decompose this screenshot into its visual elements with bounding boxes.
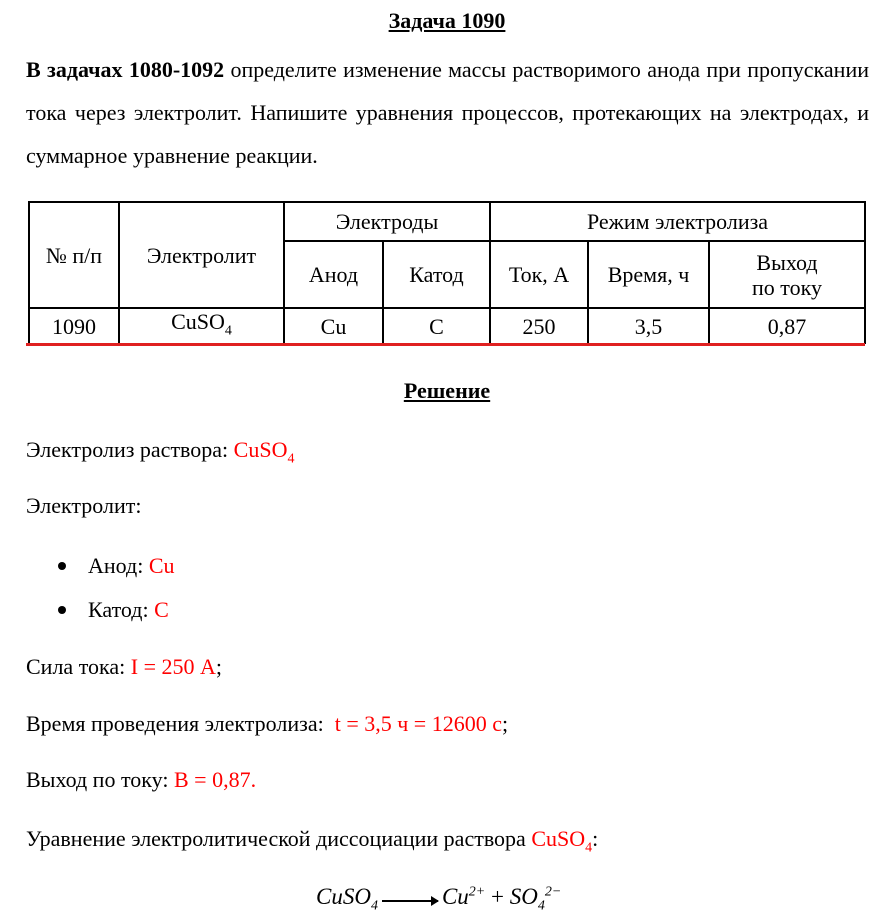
problem-table (28, 201, 866, 344)
cell-electrolyte-sub: 4 (224, 323, 232, 339)
eq-product2-sub: 4 (537, 898, 545, 914)
problem-text: определите изменение массы растворимого анода при пропускании тока через электролит. Напишите уравнения процессов, протекающих на электродах, и суммарное уравнение реакции. (26, 57, 870, 168)
cell-cathode: C (383, 308, 490, 344)
electrolysis-label: Электролиз раствора: (26, 437, 234, 462)
bullet-icon (58, 562, 66, 570)
time-end: ; (501, 711, 509, 736)
header-anode: Анод (284, 241, 383, 308)
current-end: ; (215, 654, 222, 679)
cell-num: 1090 (29, 308, 119, 344)
dissociation-label: Уравнение электролитической диссоциации раствора (26, 826, 532, 851)
problem-title: Задача 1090 (388, 8, 506, 33)
header-current: Ток, А (490, 241, 588, 308)
dissociation-equation (316, 884, 561, 915)
header-electrodes: Электроды (284, 202, 490, 241)
current-label: Сила тока: (26, 654, 131, 679)
cell-electrolyte-formula: CuSO (171, 309, 225, 335)
cell-current: 250 (490, 308, 588, 344)
reaction-arrow-icon (382, 900, 438, 902)
dissociation-value: CuSO$_4$ (531, 826, 593, 856)
electrolyte-label: Электролит: (26, 493, 142, 518)
problem-range: В задачах 1080-1092 (26, 57, 225, 82)
header-num: № п/п (29, 202, 119, 308)
header-yield-line1: Выход (756, 249, 818, 275)
cathode-label: Катод: (88, 597, 155, 622)
header-electrolyte: Электролит (119, 202, 284, 308)
header-mode: Режим электролиза (490, 202, 865, 241)
dissociation-end: : (592, 826, 599, 851)
eq-product2: SO (509, 884, 538, 909)
header-yield (709, 241, 865, 308)
eq-product2-charge: 2− (544, 884, 562, 900)
header-time: Время, ч (588, 241, 709, 308)
time-label: Время проведения электролиза: (26, 711, 335, 736)
electrolysis-line (26, 437, 294, 467)
time-line (26, 711, 508, 737)
red-underline (26, 343, 865, 346)
eq-plus: + (485, 884, 510, 909)
cell-time: 3,5 (588, 308, 709, 344)
yield-line (26, 767, 256, 793)
eq-product1-charge: 2+ (468, 884, 486, 900)
cell-electrolyte (119, 308, 284, 344)
header-cathode: Катод (383, 241, 490, 308)
list-item-anode (58, 553, 175, 579)
bullet-icon (58, 606, 66, 614)
current-line (26, 654, 222, 680)
dissociation-line (26, 826, 598, 856)
problem-statement (26, 48, 869, 177)
solution-heading: Решение (403, 378, 491, 403)
cell-anode: Cu (284, 308, 383, 344)
eq-reactant: CuSO (316, 884, 371, 909)
header-yield-line2: по току (752, 274, 822, 300)
eq-product1: Cu (441, 884, 469, 909)
eq-reactant-sub: 4 (370, 898, 378, 914)
cathode-value: C (154, 597, 169, 622)
yield-value: В = 0,87. (173, 767, 257, 792)
yield-label: Выход по току: (26, 767, 174, 792)
current-value: I = 250 А (130, 654, 216, 679)
list-item-cathode (58, 597, 169, 623)
time-value: t = 3,5 ч = 12600 с (334, 711, 502, 736)
cell-yield: 0,87 (709, 308, 865, 344)
anode-label: Анод: (88, 553, 149, 578)
electrolysis-value: CuSO$_4$ (233, 437, 295, 467)
anode-value: Cu (148, 553, 175, 578)
